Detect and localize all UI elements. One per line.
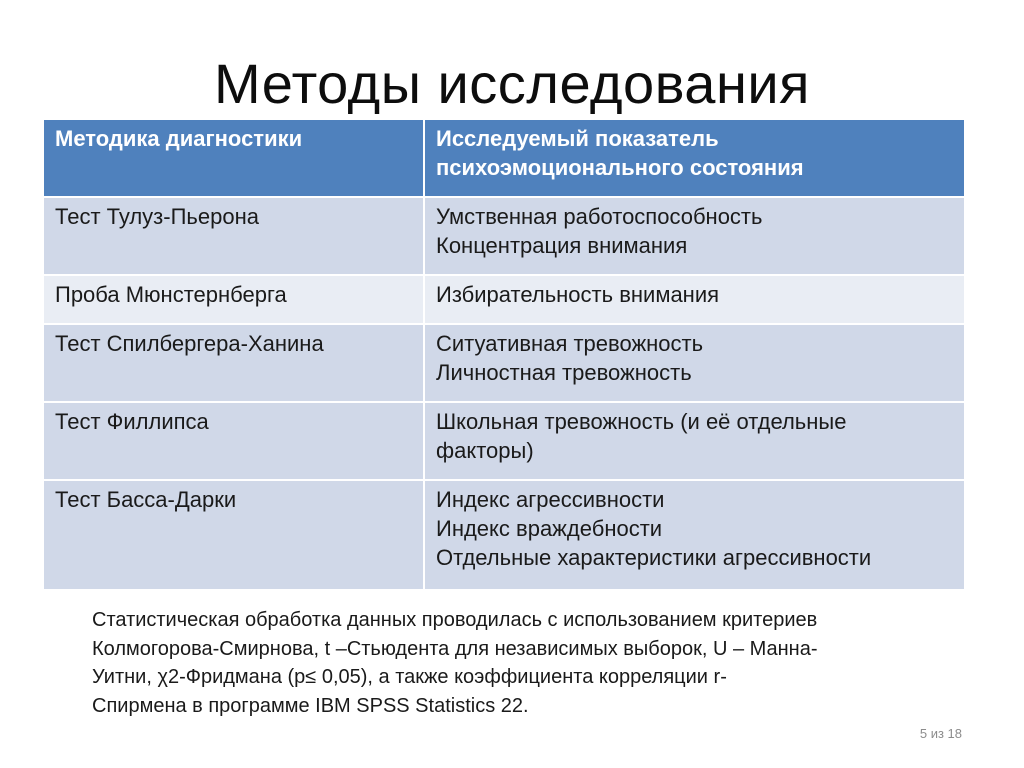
indicator-cell: Индекс агрессивности Индекс враждебности Отдельные характеристики агрессивности: [424, 480, 965, 590]
method-cell: Тест Басса-Дарки: [43, 480, 424, 590]
table-row: [43, 275, 965, 324]
indicator-cell: Школьная тревожность (и её отдельные факторы): [424, 402, 965, 480]
statistics-note: Статистическая обработка данных проводилась с использованием критериев Колмогорова-Смирнова, t –Стьюдента для независимых выборок, U – Манна- Уитни, χ2-Фридмана (р≤ 0,05), а также коэффициента корреляции r- Спирмена в программе IBM SPSS Statistics 22.: [92, 609, 818, 717]
methods-table: [42, 118, 966, 591]
method-cell: Тест Филлипса: [43, 402, 424, 480]
indicator-cell: Умственная работоспособность Концентрация внимания: [424, 197, 965, 275]
table-row: [43, 197, 965, 275]
method-cell: Проба Мюнстернберга: [43, 275, 424, 324]
header-indicator: Исследуемый показатель психоэмоционального состояния: [424, 119, 965, 197]
indicator-cell: Ситуативная тревожность Личностная тревожность: [424, 324, 965, 402]
method-cell: Тест Спилбергера-Ханина: [43, 324, 424, 402]
table-header-row: [43, 119, 965, 197]
indicator-cell: Избирательность внимания: [424, 275, 965, 324]
method-cell: Тест Тулуз-Пьерона: [43, 197, 424, 275]
page-number: 5 из 18: [919, 726, 962, 741]
header-method: Методика диагностики: [43, 119, 424, 197]
table-row: [43, 402, 965, 480]
slide-title: Методы исследования: [214, 52, 810, 115]
table-row: [43, 324, 965, 402]
table-row: [43, 480, 965, 590]
